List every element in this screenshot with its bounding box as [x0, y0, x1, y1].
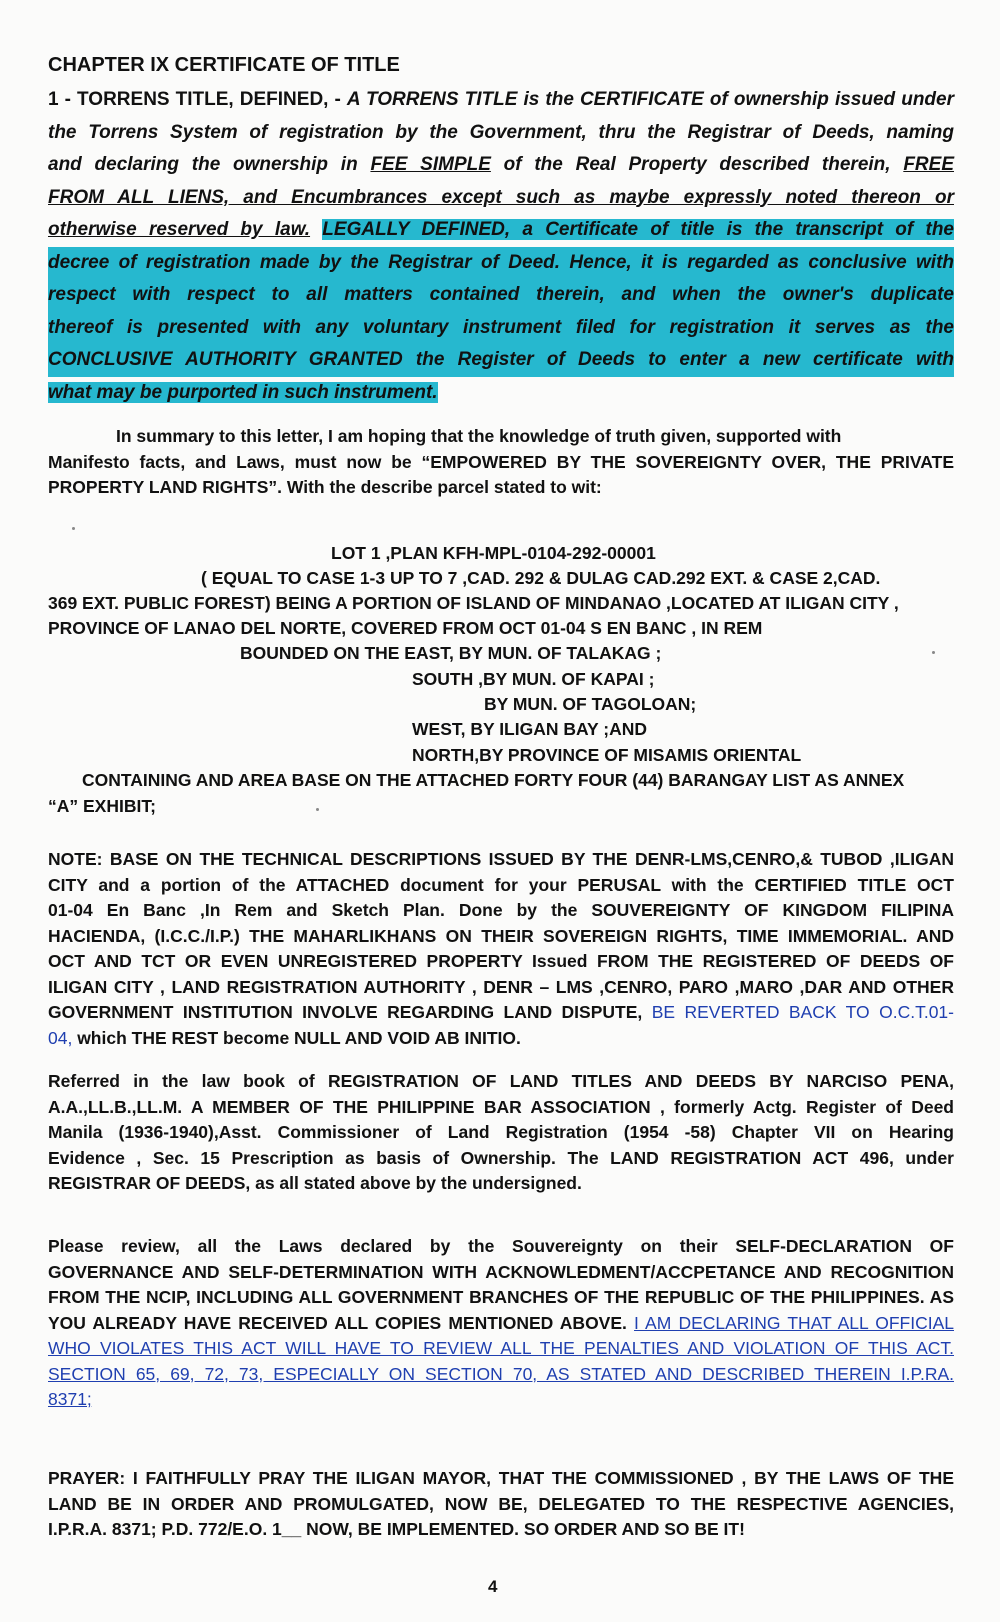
paragraph-line: I.P.R.A. 8371; P.D. 772/E.O. 1__ NOW, BE IMPLEMENTED. SO ORDER AND SO BE IT!	[48, 1519, 745, 1539]
paragraph-line: PROPERTY LAND RIGHTS”. With the describe parcel stated to wit:	[48, 477, 602, 497]
scan-speck	[932, 651, 935, 654]
paragraph-line: OCT AND TCT OR EVEN UNREGISTERED PROPERTY Issued FROM THE REGISTERED OF DEEDS OF	[48, 951, 954, 971]
highlighted-line: thereof is presented with any voluntary instrument filed for registration it serves as the	[48, 312, 954, 345]
reverted-text: BE REVERTED BACK TO O.C.T.01-	[642, 1002, 954, 1022]
paragraph-line: 04, which THE REST become NULL AND VOID AB INITIO.	[48, 1027, 521, 1048]
paragraph-line: Please review, all the Laws declared by the Souvereignty on their SELF-DECLARATION OF	[48, 1236, 954, 1256]
area-line: CONTAINING AND AREA BASE ON THE ATTACHED FORTY FOUR (44) BARANGAY LIST AS ANNEX	[82, 770, 905, 790]
highlighted-line: respect with respect to all matters contained therein, and when the owner's duplicate	[48, 279, 954, 312]
paragraph-line: LAND BE IN ORDER AND PROMULGATED, NOW BE, DELEGATED TO THE RESPECTIVE AGENCIES,	[48, 1493, 954, 1514]
paragraph-line: GOVERNANCE AND SELF-DETERMINATION WITH ACKNOWLEDMENT/ACCPETANCE AND RECOGNITION	[48, 1261, 954, 1282]
lot-plan-line: LOT 1 ,PLAN KFH-MPL-0104-292-00001	[331, 543, 656, 563]
lot-line: PROVINCE OF LANAO DEL NORTE, COVERED FROM OCT 01-04 S EN BANC , IN REM	[48, 618, 763, 638]
paragraph-line: 8371;	[48, 1389, 92, 1409]
note-paragraph	[48, 847, 954, 1051]
declaration-link: WHO VIOLATES THIS ACT WILL HAVE TO REVIEW ALL THE PENALTIES AND VIOLATION OF THIS ACT.	[48, 1338, 954, 1358]
please-review-paragraph	[48, 1234, 954, 1413]
summary-paragraph	[48, 424, 954, 501]
paragraph-line: FROM THE NCIP, INCLUDING ALL GOVERNMENT BRANCHES OF THE REPUBLIC OF THE PHILIPPINES. AS	[48, 1287, 954, 1307]
paragraph-line: A.A.,LL.B.,LL.M. A MEMBER OF THE PHILIPPINE BAR ASSOCIATION , formerly Actg. Register of Deed	[48, 1096, 954, 1117]
exhibit-line: “A” EXHIBIT;	[48, 796, 156, 816]
boundary-south: SOUTH ,BY MUN. OF KAPAI ;	[412, 669, 655, 689]
lot-line: ( EQUAL TO CASE 1-3 UP TO 7 ,CAD. 292 & DULAG CAD.292 EXT. & CASE 2,CAD.	[201, 568, 881, 588]
declaration-link: SECTION 65, 69, 72, 73, ESPECIALLY ON SECTION 70, AS STATED AND DESCRIBED THEREIN I.P.RA.	[48, 1363, 954, 1384]
boundary-north: NORTH,BY PROVINCE OF MISAMIS ORIENTAL	[412, 745, 802, 765]
definition-text: A TORRENS TITLE is the CERTIFICATE of ownership issued under	[346, 89, 954, 110]
definition-line: and declaring the ownership in FEE SIMPLE of the Real Property described therein, FREE	[48, 154, 954, 175]
paragraph-line: PRAYER: I FAITHFULLY PRAY THE ILIGAN MAYOR, THAT THE COMMISSIONED , BY THE LAWS OF THE	[48, 1468, 954, 1488]
paragraph-line: CITY and a portion of the ATTACHED document for your PERUSAL with the CERTIFIED TITLE OCT	[48, 874, 954, 895]
definition-line: otherwise reserved by law. LEGALLY DEFINED, a Certificate of title is the transcript of the	[48, 219, 954, 240]
paragraph-line: HACIENDA, (I.C.C./I.P.) THE MAHARLIKHANS ON THEIR SOVEREIGN RIGHTS, TIME IMMEMORIAL. AND	[48, 925, 954, 946]
paragraph-line: In summary to this letter, I am hoping that the knowledge of truth given, supported with	[116, 426, 842, 446]
highlighted-line: CONCLUSIVE AUTHORITY GRANTED the Register of Deeds to enter a new certificate with	[48, 344, 954, 377]
definition-line: FROM ALL LIENS, and Encumbrances except such as maybe expressly noted thereon or	[48, 186, 954, 208]
highlighted-line: decree of registration made by the Registrar of Deed. Hence, it is regarded as conclusive with	[48, 247, 954, 280]
paragraph-line: Evidence , Sec. 15 Prescription as basis of Ownership. The LAND REGISTRATION ACT 496, under	[48, 1147, 954, 1168]
paragraph-line: ILIGAN CITY , LAND REGISTRATION AUTHORITY , DENR – LMS ,CENRO, PARO ,MARO ,DAR AND OTHER	[48, 976, 954, 997]
referred-paragraph	[48, 1069, 954, 1197]
paragraph-line: Referred in the law book of REGISTRATION OF LAND TITLES AND DEEDS BY NARCISO PENA,	[48, 1071, 954, 1091]
scan-speck	[316, 808, 319, 811]
page-number: 4	[488, 1577, 498, 1596]
paragraph-line: GOVERNMENT INSTITUTION INVOLVE REGARDING LAND DISPUTE, BE REVERTED BACK TO O.C.T.01-	[48, 1002, 954, 1022]
prayer-paragraph	[48, 1466, 954, 1543]
paragraph-line: 01-04 En Banc ,In Rem and Sketch Plan. Done by the SOUVEREIGNTY OF KINGDOM FILIPINA	[48, 900, 954, 920]
boundary-east: BOUNDED ON THE EAST, BY MUN. OF TALAKAG ;	[240, 643, 662, 663]
paragraph-line: Manila (1936-1940),Asst. Commissioner of Land Registration (1954 -58) Chapter VII on Hearing	[48, 1122, 954, 1142]
torrens-title-section	[48, 84, 954, 409]
paragraph-line: Manifesto facts, and Laws, must now be “EMPOWERED BY THE SOVEREIGNTY OVER, THE PRIVATE	[48, 451, 954, 472]
highlighted-line: what may be purported in such instrument.	[48, 381, 438, 403]
chapter-heading: CHAPTER IX CERTIFICATE OF TITLE	[48, 54, 400, 76]
scan-speck	[72, 527, 75, 530]
highlighted-text: LEGALLY DEFINED, a Certificate of title is the transcript of the	[322, 219, 954, 240]
paragraph-line: REGISTRAR OF DEEDS, as all stated above by the undersigned.	[48, 1173, 582, 1193]
paragraph-line: NOTE: BASE ON THE TECHNICAL DESCRIPTIONS ISSUED BY THE DENR-LMS,CENRO,& TUBOD ,ILIGAN	[48, 849, 954, 869]
section-number-label: 1 - TORRENS TITLE, DEFINED, -	[48, 89, 347, 110]
declaration-link: I AM DECLARING THAT ALL OFFICIAL	[634, 1312, 954, 1333]
boundary-south-2: BY MUN. OF TAGOLOAN;	[484, 694, 697, 714]
definition-line: the Torrens System of registration by the Government, thru the Registrar of Deeds, naming	[48, 121, 954, 143]
paragraph-line: YOU ALREADY HAVE RECEIVED ALL COPIES MENTIONED ABOVE. I AM DECLARING THAT ALL OFFICIAL	[48, 1312, 954, 1333]
boundary-west: WEST, BY ILIGAN BAY ;AND	[412, 719, 647, 739]
lot-line: 369 EXT. PUBLIC FOREST) BEING A PORTION OF ISLAND OF MINDANAO ,LOCATED AT ILIGAN CITY ,	[48, 593, 899, 613]
